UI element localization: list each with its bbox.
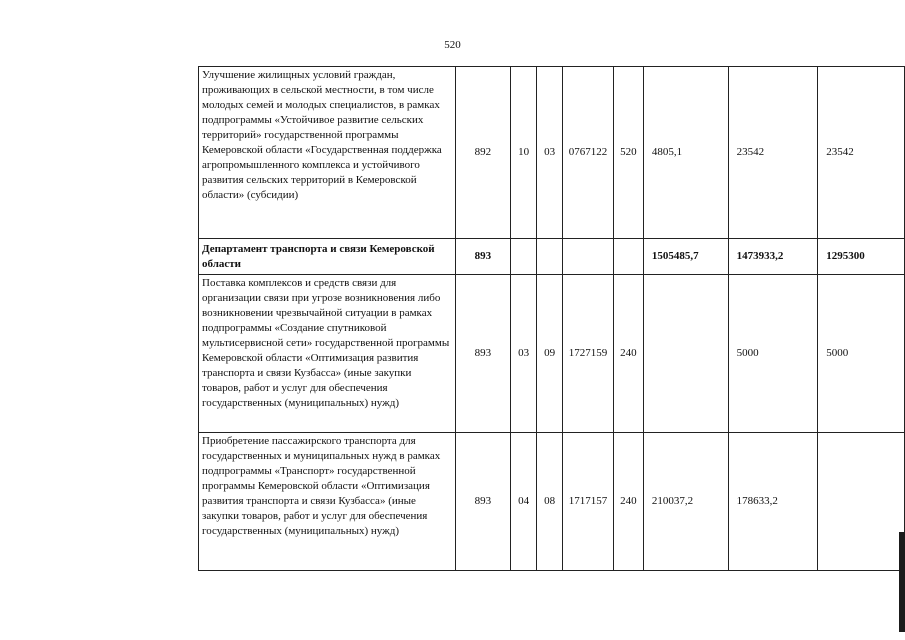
page-number: 520	[444, 39, 461, 51]
table-row	[199, 275, 905, 433]
subsection-code-cell: 03	[537, 67, 563, 239]
section-code-cell	[511, 239, 537, 275]
expense-name-cell: Департамент транспорта и связи Кемеровской области	[199, 239, 456, 275]
amount-year3-cell	[818, 433, 905, 571]
table-row	[199, 433, 905, 571]
table-row	[199, 239, 905, 275]
section-code-cell: 04	[511, 433, 537, 571]
amount-year1-cell: 1505485,7	[643, 239, 728, 275]
amount-year2-cell: 5000	[728, 275, 818, 433]
table-row	[199, 67, 905, 239]
amount-year3-cell: 1295300	[818, 239, 905, 275]
amount-year1-cell	[643, 275, 728, 433]
subsection-code-cell: 08	[537, 433, 563, 571]
amount-year1-cell: 4805,1	[643, 67, 728, 239]
amount-year2-cell: 23542	[728, 67, 818, 239]
section-code-cell: 10	[511, 67, 537, 239]
expense-name-cell: Поставка комплексов и средств связи для организации связи при угрозе возникновения либо возникновении чрезвычайной ситуации в рамках подпрограммы «Создание спутниковой мультисервисной сети» государственной программы Кемеровской области «Оптимизация развития транспорта и связи Кузбасса» (иные закупки товаров, работ и услуг для обеспечения государственных (муниципальных) нужд)	[199, 275, 456, 433]
expense-name-cell: Приобретение пассажирского транспорта для государственных и муниципальных нужд в рамках подпрограммы «Транспорт» государственной программы Кемеровской области «Оптимизация развития транспорта и связи Кузбасса» (иные закупки товаров, работ и услуг для обеспечения государственных (муниципальных) нужд)	[199, 433, 456, 571]
ministry-code-cell: 893	[455, 275, 511, 433]
scan-edge-mark	[899, 532, 905, 632]
amount-year3-cell: 23542	[818, 67, 905, 239]
amount-year3-cell: 5000	[818, 275, 905, 433]
amount-year1-cell: 210037,2	[643, 433, 728, 571]
ministry-code-cell: 893	[455, 433, 511, 571]
section-code-cell: 03	[511, 275, 537, 433]
expense-type-cell	[613, 239, 643, 275]
expense-type-cell: 240	[613, 275, 643, 433]
ministry-code-cell: 893	[455, 239, 511, 275]
budget-table	[198, 66, 905, 571]
subsection-code-cell: 09	[537, 275, 563, 433]
target-code-cell: 1717157	[563, 433, 614, 571]
target-code-cell: 1727159	[563, 275, 614, 433]
expense-type-cell: 520	[613, 67, 643, 239]
subsection-code-cell	[537, 239, 563, 275]
expense-name-cell: Улучшение жилищных условий граждан, проживающих в сельской местности, в том числе молодых семей и молодых специалистов, в рамках подпрограммы «Устойчивое развитие сельских территорий» государственной программы Кемеровской области «Государственная поддержка агропромышленного комплекса и устойчивого развития сельских территорий в Кемеровской области» (субсидии)	[199, 67, 456, 239]
expense-type-cell: 240	[613, 433, 643, 571]
amount-year2-cell: 178633,2	[728, 433, 818, 571]
ministry-code-cell: 892	[455, 67, 511, 239]
target-code-cell	[563, 239, 614, 275]
target-code-cell: 0767122	[563, 67, 614, 239]
amount-year2-cell: 1473933,2	[728, 239, 818, 275]
